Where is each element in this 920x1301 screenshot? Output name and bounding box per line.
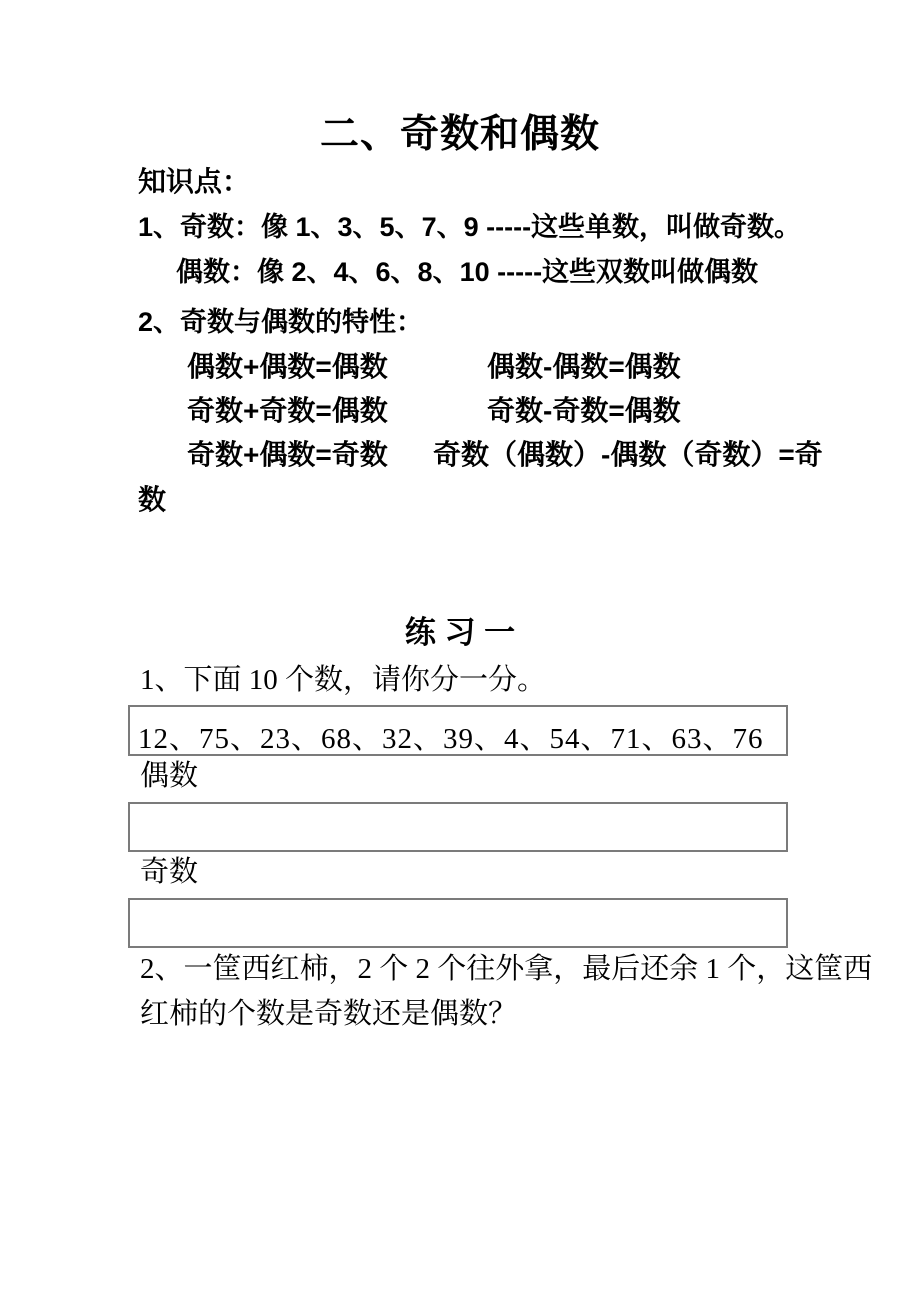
- question-2-line-2: 红柿的个数是奇数还是偶数？: [140, 998, 518, 1030]
- numbers-box: [128, 705, 788, 756]
- odd-numbers-label: 奇数: [140, 856, 199, 888]
- equation-even-plus-even: 偶数+偶数=偶数: [187, 351, 388, 382]
- knowledge-points-heading: 知识点：: [138, 166, 251, 197]
- equation-mixed-minus: 奇数（偶数）-偶数（奇数）=奇: [433, 439, 823, 470]
- equation-even-minus-even: 偶数-偶数=偶数: [487, 351, 681, 382]
- even-number-definition: 偶数：像 2、4、6、8、10 -----这些双数叫做偶数: [176, 257, 759, 287]
- page-title: 二、奇数和偶数: [319, 113, 600, 156]
- equation-odd-plus-even: 奇数+偶数=奇数: [187, 439, 388, 470]
- question-2-line-1: 2、一筐西红柿，2 个 2 个往外拿，最后还余 1 个，这筐西: [140, 953, 873, 985]
- exercise-heading: 练 习 一: [404, 615, 516, 650]
- odd-numbers-answer-box[interactable]: [128, 898, 788, 948]
- equation-odd-plus-odd: 奇数+奇数=偶数: [187, 395, 388, 426]
- odd-number-definition: 1、奇数：像 1、3、5、7、9 -----这些单数，叫做奇数。: [138, 212, 802, 242]
- equation-row-3: [0, 433, 920, 470]
- even-numbers-label: 偶数: [140, 760, 199, 792]
- numbers-list: 12、75、23、68、32、39、4、54、71、63、76: [138, 723, 764, 755]
- equation-row-1: [0, 345, 920, 382]
- equation-odd-minus-odd: 奇数-奇数=偶数: [487, 395, 681, 426]
- equation-wrapped-character: 数: [138, 484, 167, 515]
- equation-row-2: [0, 389, 920, 426]
- properties-heading: 2、奇数与偶数的特性：: [138, 307, 424, 337]
- question-1-text: 1、下面 10 个数，请你分一分。: [140, 664, 547, 696]
- even-numbers-answer-box[interactable]: [128, 802, 788, 852]
